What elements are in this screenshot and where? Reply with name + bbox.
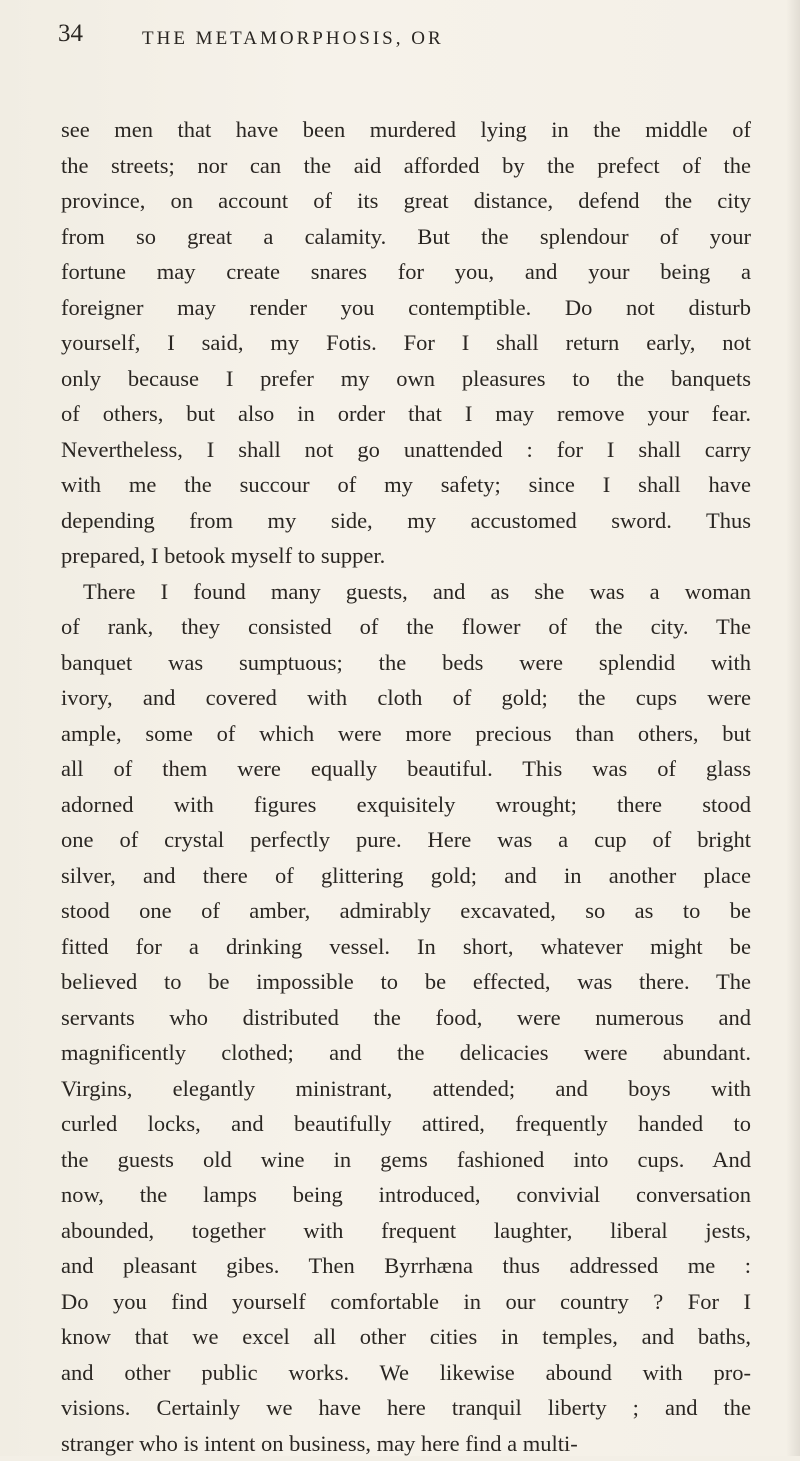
text-line: curled locks, and beautifully attired, frequently handed to (61, 1106, 751, 1142)
text-line: know that we excel all other cities in temples, and baths, (61, 1319, 751, 1355)
text-line: magnificently clothed; and the delicacies were abundant. (61, 1035, 751, 1071)
text-line: fortune may create snares for you, and your being a (61, 254, 751, 290)
body-text (61, 112, 751, 1461)
text-line: from so great a calamity. But the splendour of your (61, 219, 751, 255)
text-line: ivory, and covered with cloth of gold; the cups were (61, 680, 751, 716)
text-line: the guests old wine in gems fashioned into cups. And (61, 1142, 751, 1178)
text-line: fitted for a drinking vessel. In short, whatever might be (61, 929, 751, 965)
page-number: 34 (58, 20, 83, 48)
text-line: only because I prefer my own pleasures to the banquets (61, 361, 751, 397)
text-line: Nevertheless, I shall not go unattended : for I shall carry (61, 432, 751, 468)
text-line: ample, some of which were more precious than others, but (61, 716, 751, 752)
text-line: abounded, together with frequent laughter, liberal jests, (61, 1213, 751, 1249)
running-head: THE METAMORPHOSIS, OR (142, 28, 444, 50)
text-line: all of them were equally beautiful. This was of glass (61, 751, 751, 787)
text-line: one of crystal perfectly pure. Here was a cup of bright (61, 822, 751, 858)
text-line: Virgins, elegantly ministrant, attended; and boys with (61, 1071, 751, 1107)
text-line: banquet was sumptuous; the beds were splendid with (61, 645, 751, 681)
text-line: servants who distributed the food, were numerous and (61, 1000, 751, 1036)
text-line: silver, and there of glittering gold; and in another place (61, 858, 751, 894)
text-line: depending from my side, my accustomed sword. Thus (61, 503, 751, 539)
text-line: adorned with figures exquisitely wrought; there stood (61, 787, 751, 823)
text-line: now, the lamps being introduced, convivial conversation (61, 1177, 751, 1213)
text-line: prepared, I betook myself to supper. (61, 538, 751, 574)
text-line: visions. Certainly we have here tranquil liberty ; and the (61, 1390, 751, 1426)
text-line: yourself, I said, my Fotis. For I shall return early, not (61, 325, 751, 361)
text-line: believed to be impossible to be effected, was there. The (61, 964, 751, 1000)
text-line: stranger who is intent on business, may here find a multi- (61, 1426, 751, 1461)
text-line: of rank, they consisted of the flower of the city. The (61, 609, 751, 645)
text-line: and pleasant gibes. Then Byrrhæna thus addressed me : (61, 1248, 751, 1284)
text-line: stood one of amber, admirably excavated, so as to be (61, 893, 751, 929)
text-line: the streets; nor can the aid afforded by the prefect of the (61, 148, 751, 184)
text-line: with me the succour of my safety; since I shall have (61, 467, 751, 503)
text-line: province, on account of its great distance, defend the city (61, 183, 751, 219)
text-line: of others, but also in order that I may remove your fear. (61, 396, 751, 432)
text-line: foreigner may render you contemptible. Do not disturb (61, 290, 751, 326)
text-line: and other public works. We likewise abound with pro- (61, 1355, 751, 1391)
text-line: see men that have been murdered lying in the middle of (61, 112, 751, 148)
text-line: There I found many guests, and as she was a woman (61, 574, 751, 610)
page-edge-shadow (786, 0, 800, 1456)
text-line: Do you find yourself comfortable in our country ? For I (61, 1284, 751, 1320)
